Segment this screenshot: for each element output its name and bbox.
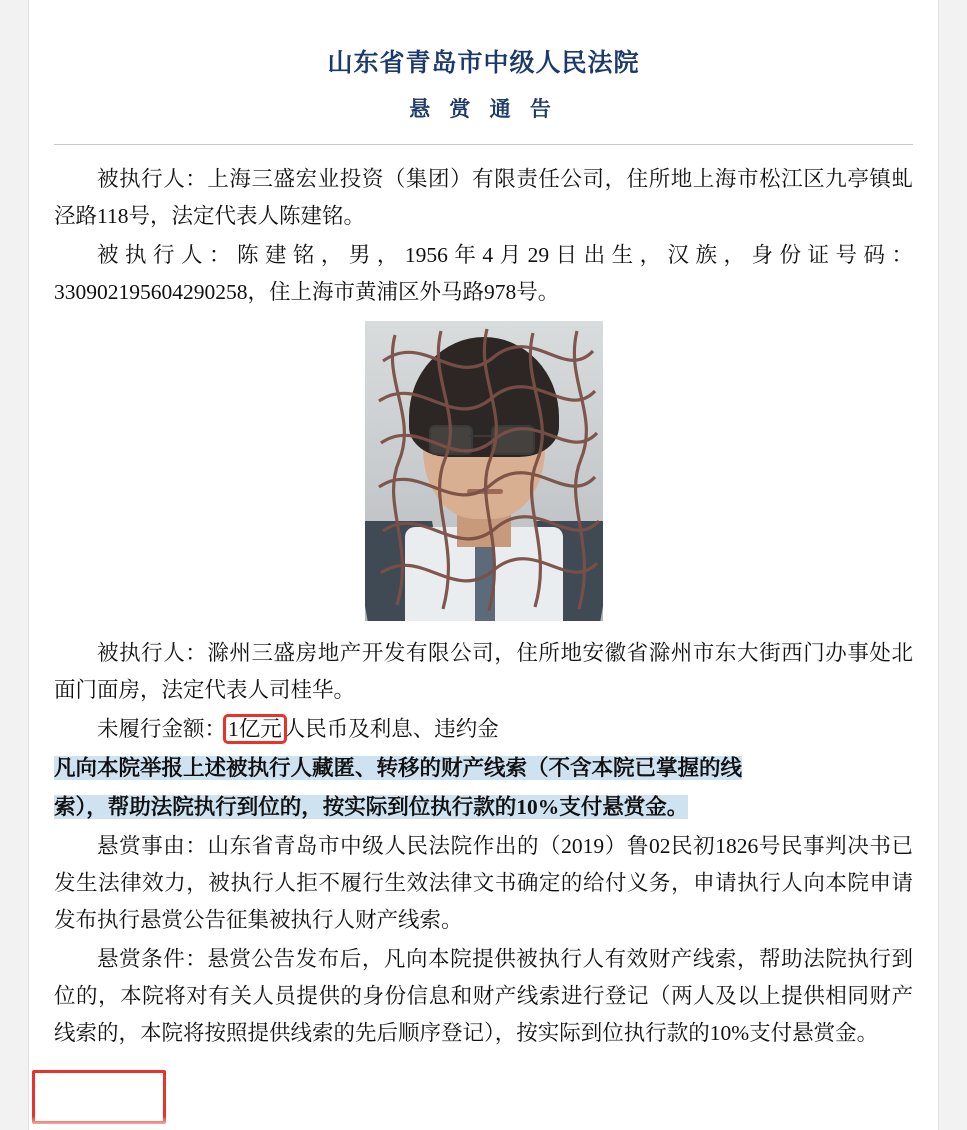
page-margin-left	[0, 0, 29, 1130]
unpaid-amount-value-annotation: 1亿元	[228, 717, 282, 742]
paragraph-respondent-company-1: 被执行人：上海三盛宏业投资（集团）有限责任公司，住所地上海市松江区九亭镇虬泾路118号，法定代表人陈建铭。	[54, 167, 913, 229]
reward-reason-label: 悬赏事由：	[97, 834, 208, 859]
document-header	[54, 0, 913, 145]
unpaid-amount-line	[54, 711, 913, 748]
reward-rule-line-2	[54, 789, 913, 826]
respondent-photo	[365, 321, 603, 621]
document-content	[54, 161, 913, 1052]
notice-type-subtitle: 悬 赏 通 告	[409, 97, 558, 121]
reward-conditions-text: 悬赏公告发布后，凡向本院提供被执行人有效财产线索，帮助法院执行到位的，本院将对有关人员提供的身份信息和财产线索进行登记（两人及以上提供相同财产线索的，本院将按照提供线索的先后顺序登记），按实际到位执行款	[54, 947, 913, 1045]
reward-reason-text: 山东省青岛市中级人民法院作出的（2019）鲁02民初1826号民事判决书已发生法律效力，被执行人拒不履行生效法律文书确定的给付义务，申请执行人向本院申请发布执行悬赏公告征集被执行人财产线索。	[54, 834, 913, 933]
reward-conditions-paragraph	[54, 941, 913, 1052]
unpaid-amount-label: 未履行金额：	[97, 717, 227, 742]
respondent-photo-container	[54, 321, 913, 621]
reward-reason-paragraph	[54, 828, 913, 939]
reward-rule-highlight-2: 索），帮助法院执行到位的，按实际到位执行款的10%支付悬赏金。	[54, 795, 689, 820]
reward-conditions-label: 悬赏条件：	[97, 947, 208, 972]
reward-rule-highlight-1: 凡向本院举报上述被执行人藏匿、转移的财产线索（不含本院已掌握的线	[54, 756, 743, 781]
header-divider	[54, 144, 913, 145]
unpaid-amount-rest: 人民币及利息、违约金	[283, 717, 499, 742]
reward-conditions-boxed-text: 的10%支付悬赏金。	[688, 1020, 879, 1045]
page-margin-right	[938, 0, 967, 1130]
paragraph-respondent-company-2: 被执行人：滁州三盛房地产开发有限公司，住所地安徽省滁州市东大街西门办事处北面门面房，法定代表人司桂华。	[54, 641, 913, 703]
page-bottom-fade	[29, 1116, 938, 1130]
reward-rule-line-1	[54, 750, 913, 787]
court-name-title: 山东省青岛市中级人民法院	[327, 50, 640, 77]
scribble-overlay-icon	[365, 321, 603, 621]
document-body	[29, 0, 938, 1130]
paragraph-respondent-person: 被执行人：陈建铭，男，1956年4月29日出生，汉族，身份证号码：330902195604290258，住上海市黄浦区外马路978号。	[54, 243, 913, 305]
